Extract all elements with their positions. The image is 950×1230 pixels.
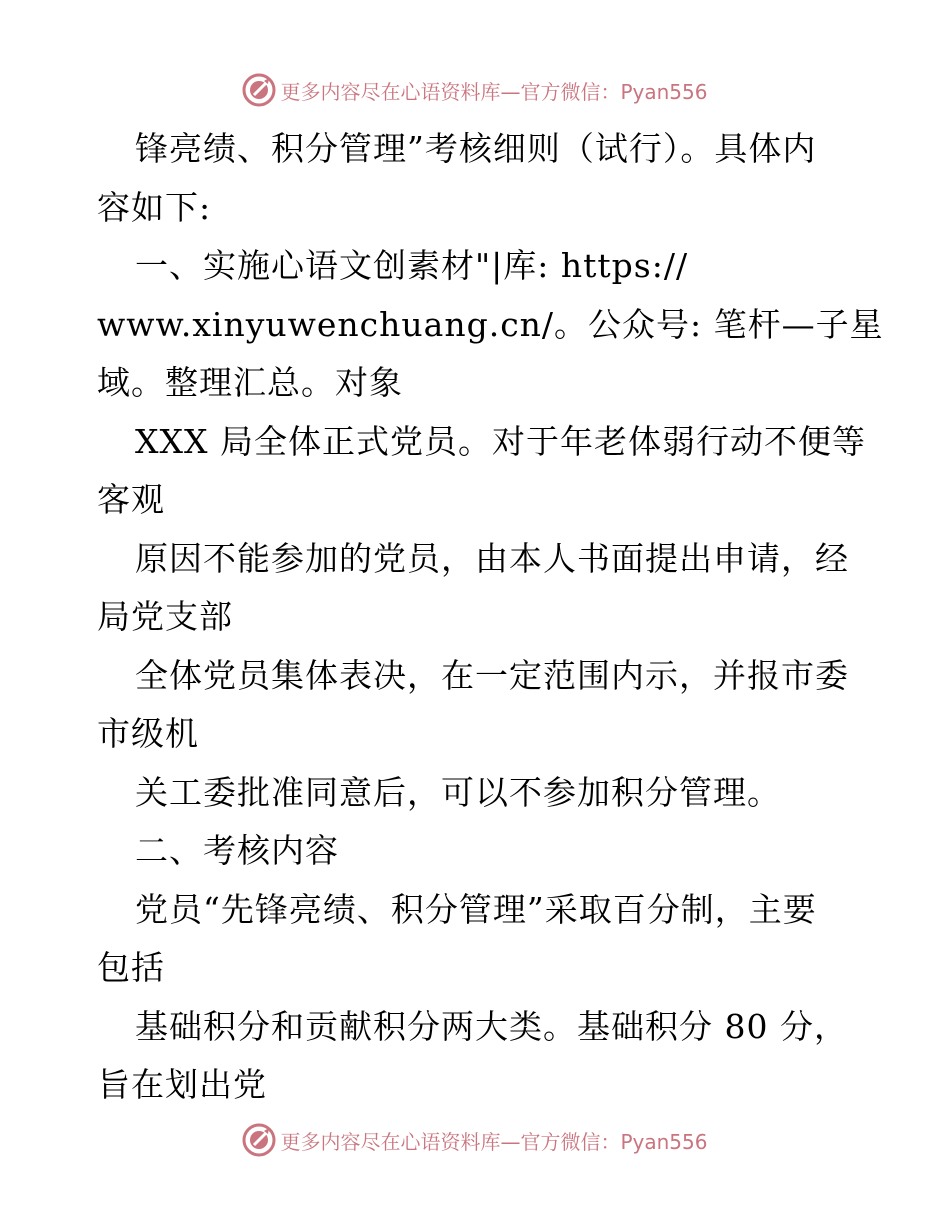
text-line: 基础积分和贡献积分两大类。基础积分 80 分， xyxy=(135,1006,848,1046)
document-body xyxy=(97,120,884,1115)
text-line: 包括 xyxy=(97,948,165,987)
logo-icon xyxy=(242,73,276,107)
text-line: 市级机 xyxy=(97,714,199,753)
text-line: www.xinyuwenchuang.cn/。公众号: 笔杆—子星 xyxy=(97,304,884,344)
logo-icon xyxy=(242,1123,276,1157)
text-line: 原因不能参加的党员，由本人书面提出申请，经 xyxy=(135,538,849,578)
header-banner xyxy=(0,70,950,110)
text-line: 旨在划出党 xyxy=(97,1065,267,1104)
text-line: 党员“先锋亮绩、积分管理”采取百分制，主要 xyxy=(135,889,817,929)
text-line: 关工委批准同意后，可以不参加积分管理。 xyxy=(135,772,781,812)
footer-text: 更多内容尽在心语资料库—官方微信：Pyan556 xyxy=(280,1129,708,1154)
text-line: 二、考核内容 xyxy=(135,831,339,870)
text-line: 容如下: xyxy=(97,187,212,227)
text-line: 锋亮绩、积分管理”考核细则（试行）。具体内 xyxy=(135,129,817,168)
text-line: 域。整理汇总。对象 xyxy=(97,363,403,402)
header-text: 更多内容尽在心语资料库—官方微信：Pyan556 xyxy=(280,79,708,104)
text-line: XXX 局全体正式党员。对于年老体弱行动不便等 xyxy=(135,421,866,461)
text-line: 客观 xyxy=(97,480,165,519)
text-line: 一、实施心语文创素材"|库: https:// xyxy=(135,246,689,285)
text-line: 局党支部 xyxy=(97,597,233,636)
text-line: 全体党员集体表决，在一定范围内示，并报市委 xyxy=(135,655,849,695)
footer-banner xyxy=(0,1120,950,1160)
